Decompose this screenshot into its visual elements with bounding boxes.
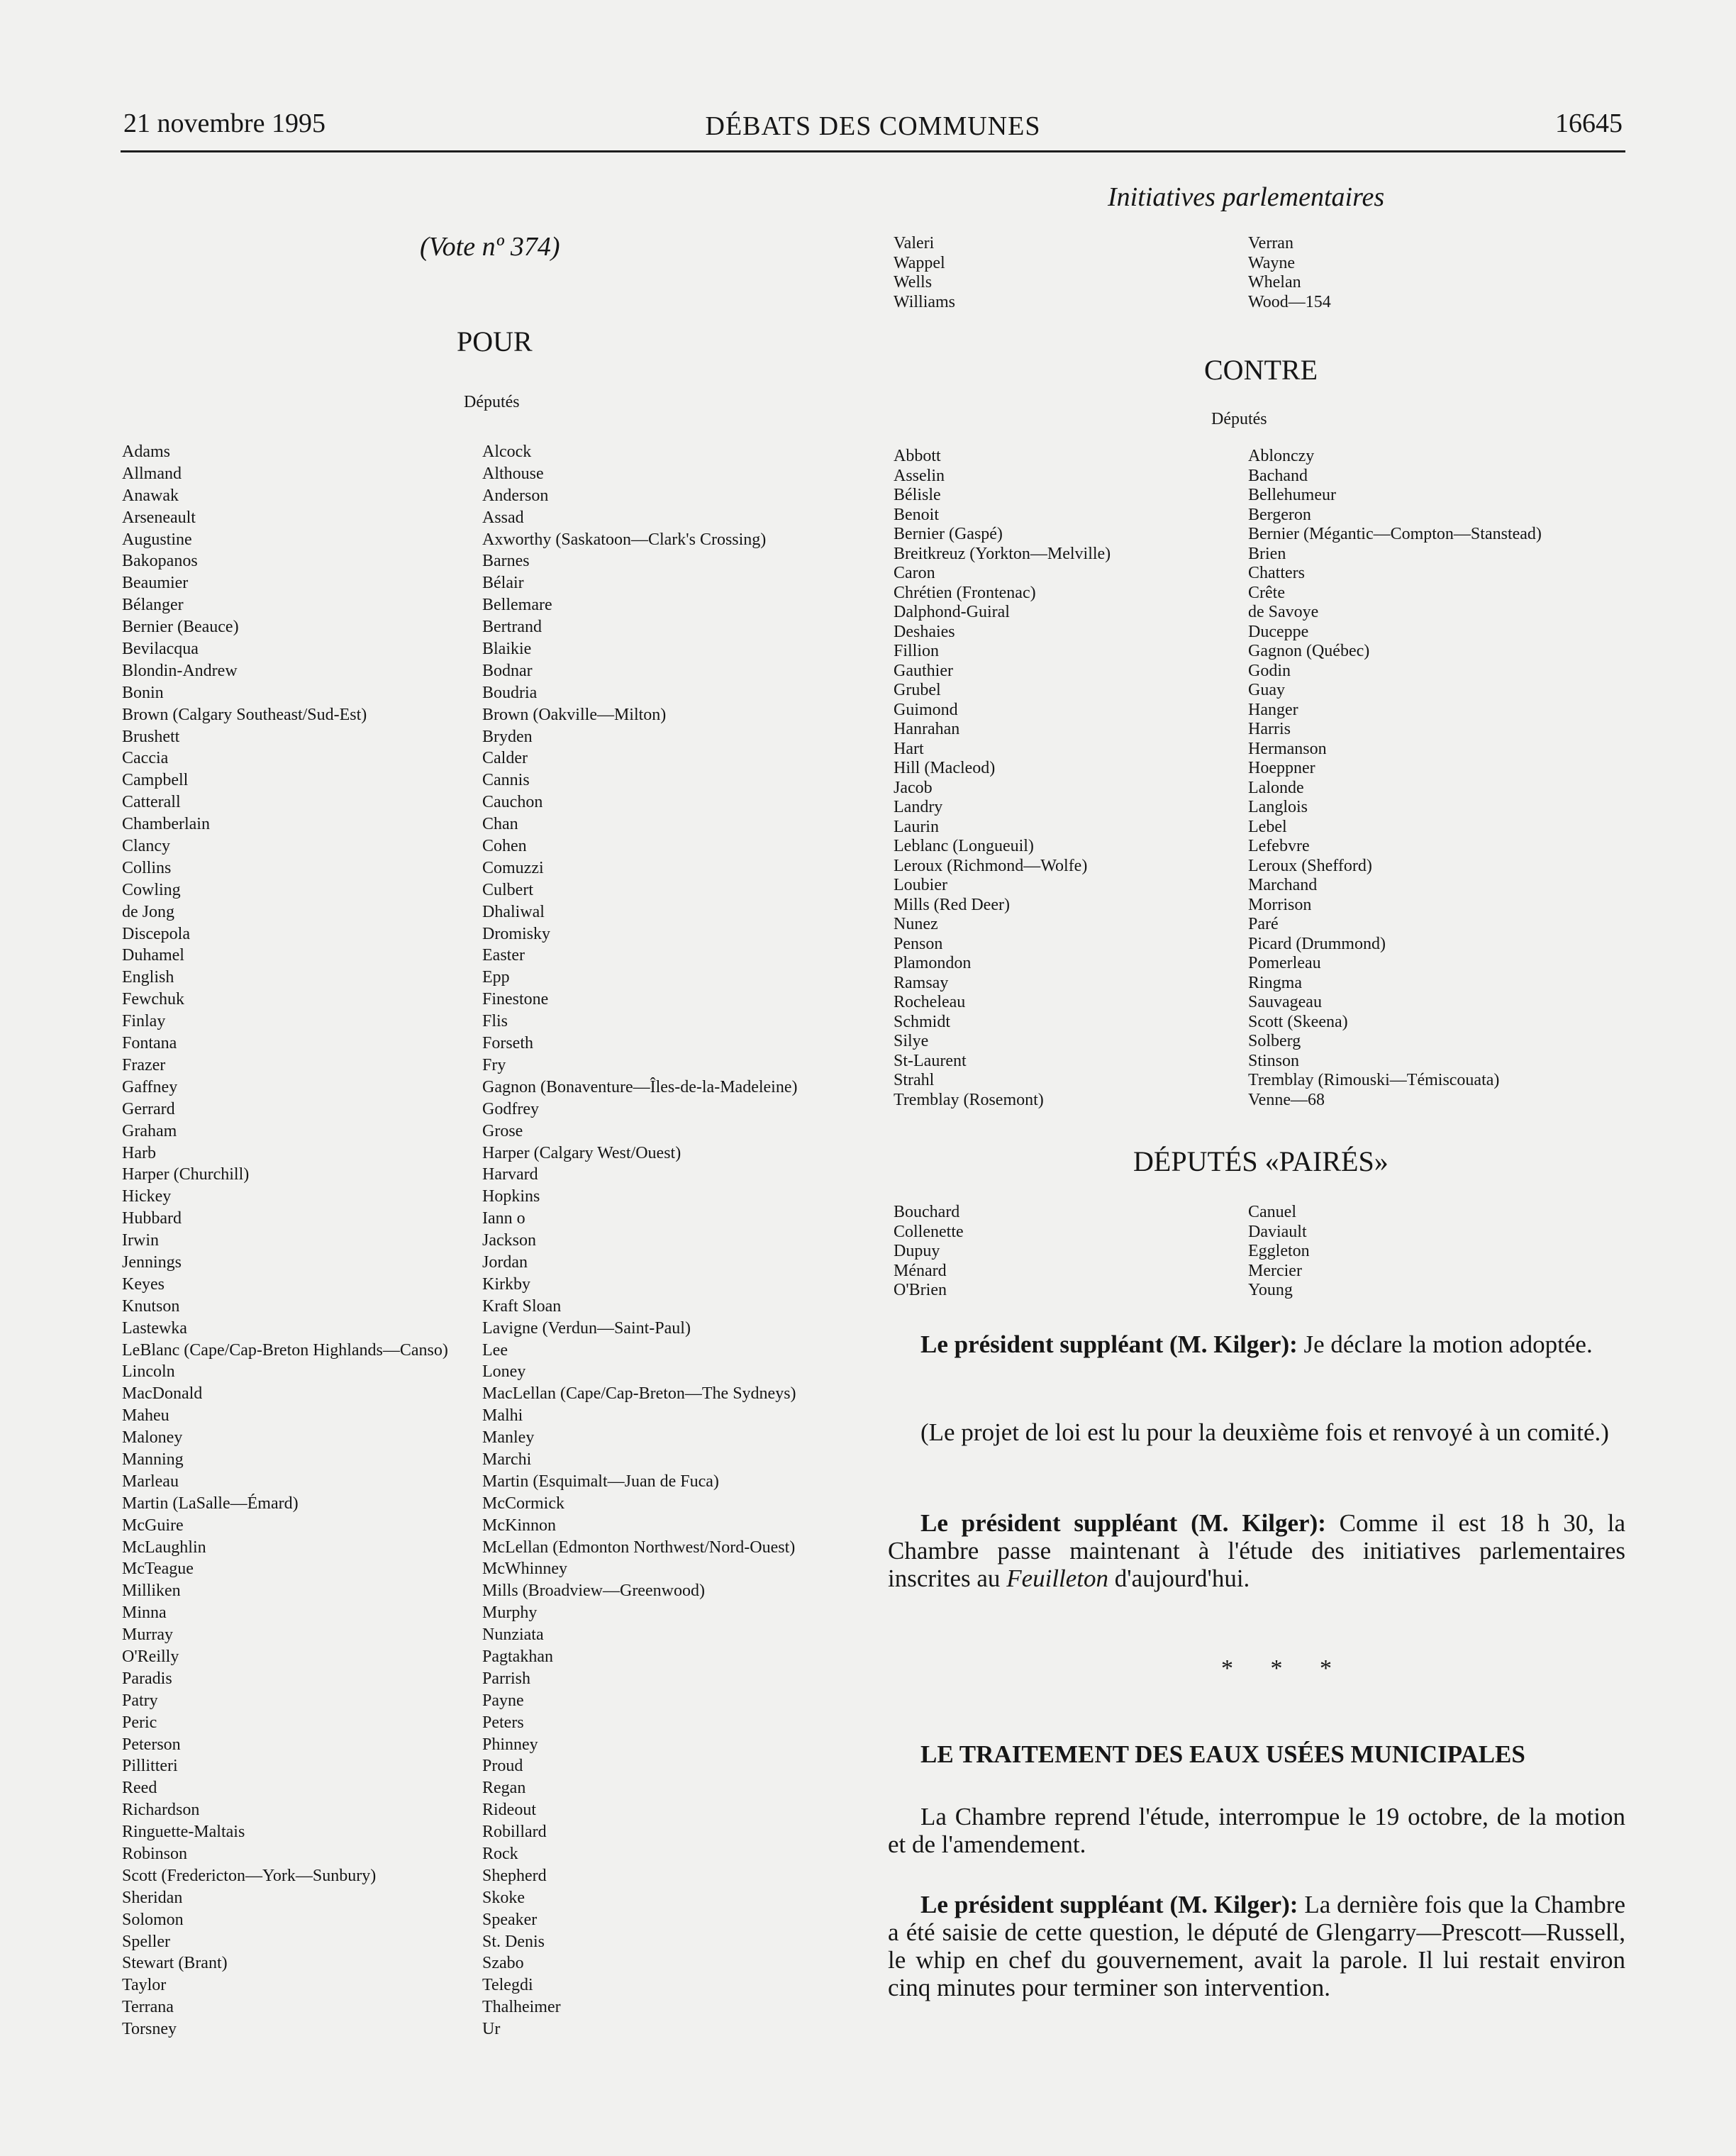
member-name: Canuel <box>1248 1203 1296 1221</box>
member-name: Pomerleau <box>1248 954 1321 972</box>
member-name: Finestone <box>482 990 549 1009</box>
section2-title: LE TRAITEMENT DES EAUX USÉES MUNICIPALES <box>920 1740 1525 1768</box>
member-name: Lavigne (Verdun—Saint-Paul) <box>482 1318 691 1338</box>
member-name: Dromisky <box>482 924 550 943</box>
member-name: Gaffney <box>122 1077 178 1096</box>
pour-continued-col1 <box>894 234 955 312</box>
member-name: Blondin-Andrew <box>122 661 238 680</box>
member-name: Chrétien (Frontenac) <box>894 583 1036 602</box>
member-name: Penson <box>894 934 943 953</box>
member-name: Adams <box>122 443 170 461</box>
member-name: Szabo <box>482 1954 524 1973</box>
member-name: Easter <box>482 946 525 965</box>
member-name: Lee <box>482 1340 508 1360</box>
member-name: Guay <box>1248 681 1285 699</box>
member-name: Langlois <box>1248 798 1308 816</box>
member-name: O'Brien <box>894 1281 947 1299</box>
member-name: Morrison <box>1248 895 1312 914</box>
member-name: Hanger <box>1248 700 1298 719</box>
member-name: Ringma <box>1248 973 1302 992</box>
member-name: Chamberlain <box>122 815 210 834</box>
member-name: Milliken <box>122 1582 181 1601</box>
member-name: Anderson <box>482 486 549 505</box>
member-name: Phinney <box>482 1735 538 1754</box>
member-name: Frazer <box>122 1055 166 1074</box>
member-name: Bellehumeur <box>1248 486 1336 504</box>
member-name: McWhinney <box>482 1560 567 1579</box>
member-name: Shepherd <box>482 1866 547 1885</box>
member-name: Barnes <box>482 552 530 571</box>
member-name: MacDonald <box>122 1384 203 1404</box>
speaker-name: Le président suppléant (M. Kilger): <box>920 1509 1326 1537</box>
member-name: Martin (Esquimalt—Juan de Fuca) <box>482 1472 719 1491</box>
member-name: Valeri <box>894 234 935 252</box>
member-name: Picard (Drummond) <box>1248 934 1386 953</box>
member-name: Bélisle <box>894 486 941 504</box>
member-name: Laurin <box>894 817 939 836</box>
member-name: Brushett <box>122 727 180 746</box>
member-name: O'Reilly <box>122 1647 179 1666</box>
member-name: McLaughlin <box>122 1538 206 1557</box>
member-name: Hickey <box>122 1187 172 1206</box>
member-name: Cowling <box>122 880 181 899</box>
speaker-name: Le président suppléant (M. Kilger): <box>920 1330 1298 1358</box>
member-name: Dhaliwal <box>482 902 545 921</box>
member-name: Torsney <box>122 2020 177 2039</box>
member-name: McLellan (Edmonton Northwest/Nord-Ouest) <box>482 1538 796 1557</box>
member-name: Catterall <box>122 793 181 812</box>
member-name: Duhamel <box>122 946 184 965</box>
member-name: Keyes <box>122 1274 165 1294</box>
member-name: Ur <box>482 2020 501 2039</box>
member-name: Venne—68 <box>1248 1090 1325 1109</box>
member-name: Lefebvre <box>1248 837 1310 855</box>
member-name: Bergeron <box>1248 505 1311 524</box>
member-name: Verran <box>1248 234 1293 252</box>
member-name: Marchand <box>1248 876 1318 894</box>
member-name: Minna <box>122 1604 167 1623</box>
member-name: Leroux (Richmond—Wolfe) <box>894 856 1088 875</box>
member-name: de Jong <box>122 902 174 921</box>
section-separator: * * * <box>1221 1655 1347 1682</box>
member-name: St-Laurent <box>894 1051 967 1070</box>
member-name: McCormick <box>482 1494 564 1513</box>
member-name: Knutson <box>122 1296 180 1316</box>
member-name: Lalonde <box>1248 778 1304 797</box>
member-name: Peric <box>122 1713 157 1732</box>
member-name: Pagtakhan <box>482 1647 553 1666</box>
member-name: Kirkby <box>482 1274 530 1294</box>
member-name: Reed <box>122 1779 157 1798</box>
contre-list-col2 <box>1248 447 1542 1110</box>
member-name: Axworthy (Saskatoon—Clark's Crossing) <box>482 530 767 549</box>
member-name: Payne <box>482 1691 524 1710</box>
member-name: MacLellan (Cape/Cap-Breton—The Sydneys) <box>482 1384 796 1404</box>
member-name: Boudria <box>482 683 538 702</box>
member-name: Forseth <box>482 1034 533 1053</box>
member-name: Manley <box>482 1428 535 1447</box>
paragraph-bill-read: (Le projet de loi est lu pour la deuxième fois et renvoyé à un comité.) <box>920 1418 1609 1446</box>
member-name: Hubbard <box>122 1209 182 1228</box>
member-name: Dupuy <box>894 1242 940 1260</box>
member-name: McGuire <box>122 1516 184 1535</box>
member-name: Schmidt <box>894 1012 951 1031</box>
member-name: Wappel <box>894 253 945 272</box>
member-name: Collins <box>122 858 172 877</box>
member-name: Arseneault <box>122 508 196 527</box>
member-name: Augustine <box>122 530 192 549</box>
member-name: Skoke <box>482 1888 525 1907</box>
member-name: Speaker <box>482 1910 538 1929</box>
header-date: 21 novembre 1995 <box>123 109 326 138</box>
member-name: Crête <box>1248 583 1285 602</box>
member-name: Gerrard <box>122 1099 175 1118</box>
member-name: Wayne <box>1248 253 1296 272</box>
member-name: Hart <box>894 739 924 758</box>
member-name: Solomon <box>122 1910 184 1929</box>
member-name: Grose <box>482 1121 523 1140</box>
member-name: Fontana <box>122 1034 177 1053</box>
member-name: LeBlanc (Cape/Cap-Breton Highlands—Canso) <box>122 1340 448 1360</box>
member-name: Telegdi <box>482 1976 533 1995</box>
member-name: Speller <box>122 1932 170 1951</box>
member-name: Nunez <box>894 915 938 933</box>
member-name: Terrana <box>122 1998 174 2017</box>
paired-list-col1 <box>894 1203 964 1301</box>
vote-number: (Vote nº 374) <box>420 232 560 262</box>
member-name: Clancy <box>122 837 170 856</box>
member-name: Bernier (Mégantic—Compton—Stanstead) <box>1248 525 1542 543</box>
member-name: Bakopanos <box>122 552 198 571</box>
member-name: Bachand <box>1248 466 1308 485</box>
member-name: Guimond <box>894 700 958 719</box>
member-name: Cohen <box>482 837 527 856</box>
member-name: Dalphond-Guiral <box>894 603 1010 621</box>
member-name: Bélair <box>482 574 524 593</box>
member-name: Mills (Red Deer) <box>894 895 1010 914</box>
member-name: Landry <box>894 798 943 816</box>
member-name: Bélanger <box>122 596 184 615</box>
member-name: Fewchuk <box>122 990 184 1009</box>
member-name: Bernier (Gaspé) <box>894 525 1003 543</box>
member-name: Plamondon <box>894 954 972 972</box>
member-name: Hopkins <box>482 1187 540 1206</box>
member-name: Daviault <box>1248 1222 1307 1241</box>
contre-heading: CONTRE <box>1204 354 1318 386</box>
member-name: Lebel <box>1248 817 1287 836</box>
member-name: Wells <box>894 273 933 291</box>
member-name: Leroux (Shefford) <box>1248 856 1372 875</box>
member-name: Gagnon (Bonaventure—Îles-de-la-Madeleine) <box>482 1077 798 1096</box>
member-name: Hill (Macleod) <box>894 759 996 777</box>
member-name: Cauchon <box>482 793 543 812</box>
member-name: Sheridan <box>122 1888 183 1907</box>
member-name: Scott (Fredericton—York—Sunbury) <box>122 1866 377 1885</box>
member-name: Paré <box>1248 915 1279 933</box>
member-name: Campbell <box>122 771 189 790</box>
member-name: Tremblay (Rosemont) <box>894 1090 1044 1109</box>
member-name: de Savoye <box>1248 603 1319 621</box>
member-name: Harb <box>122 1143 156 1162</box>
member-name: Rideout <box>482 1801 536 1820</box>
member-name: Stewart (Brant) <box>122 1954 228 1973</box>
member-name: Robillard <box>482 1823 547 1842</box>
member-name: Rock <box>482 1845 518 1863</box>
member-name: Ramsay <box>894 973 949 992</box>
member-name: Thalheimer <box>482 1998 561 2017</box>
member-name: Collenette <box>894 1222 964 1241</box>
speaker-name: Le président suppléant (M. Kilger): <box>920 1891 1298 1918</box>
header-title: DÉBATS DES COMMUNES <box>705 111 1041 141</box>
member-name: Murphy <box>482 1604 538 1623</box>
member-name: Cannis <box>482 771 530 790</box>
member-name: Bouchard <box>894 1203 960 1221</box>
member-name: Taylor <box>122 1976 167 1995</box>
member-name: Patry <box>122 1691 158 1710</box>
member-name: Chan <box>482 815 518 834</box>
member-name: Robinson <box>122 1845 188 1863</box>
member-name: Caccia <box>122 749 169 768</box>
member-name: Scott (Skeena) <box>1248 1012 1348 1031</box>
member-name: Eggleton <box>1248 1242 1310 1260</box>
member-name: Gagnon (Québec) <box>1248 642 1370 660</box>
member-name: Comuzzi <box>482 858 544 877</box>
member-name: Jennings <box>122 1252 182 1272</box>
paragraph-private-members: Le président suppléant (M. Kilger): Comme il est 18 h 30, la Chambre passe maintenant à l'étude des initiatives parlementaires inscrites au Feuilleton d'aujourd'hui. <box>888 1509 1625 1592</box>
member-name: Bodnar <box>482 661 533 680</box>
section-title: Initiatives parlementaires <box>1108 182 1385 212</box>
member-name: Manning <box>122 1450 184 1469</box>
pour-list-col2 <box>482 441 797 2040</box>
pour-continued-col2 <box>1248 234 1331 312</box>
member-name: Assad <box>482 508 524 527</box>
member-name: Whelan <box>1248 273 1301 291</box>
member-name: Wood—154 <box>1248 292 1331 311</box>
member-name: Bryden <box>482 727 533 746</box>
member-name: Harvard <box>482 1165 538 1184</box>
paired-list-col2 <box>1248 1203 1310 1301</box>
contre-list-col1 <box>894 447 1111 1110</box>
member-name: Peterson <box>122 1735 181 1754</box>
member-name: McTeague <box>122 1560 194 1579</box>
member-name: Ringuette-Maltais <box>122 1823 245 1842</box>
member-name: Harper (Calgary West/Ouest) <box>482 1143 681 1162</box>
member-name: Murray <box>122 1626 173 1645</box>
member-name: Loney <box>482 1362 526 1382</box>
member-name: Harris <box>1248 720 1291 738</box>
member-name: Stinson <box>1248 1051 1300 1070</box>
member-name: Breitkreuz (Yorkton—Melville) <box>894 544 1111 563</box>
member-name: Bevilacqua <box>122 640 199 659</box>
member-name: Alcock <box>482 443 532 461</box>
member-name: Deshaies <box>894 622 955 641</box>
member-name: Benoit <box>894 505 939 524</box>
member-name: Jackson <box>482 1231 536 1250</box>
member-name: Flis <box>482 1012 508 1031</box>
paragraph-motion-adopted: Le président suppléant (M. Kilger): Je déclare la motion adoptée. <box>920 1330 1593 1358</box>
member-name: Hermanson <box>1248 739 1327 758</box>
member-name: Bertrand <box>482 618 542 637</box>
member-name: Maloney <box>122 1428 183 1447</box>
member-name: Bonin <box>122 683 164 702</box>
pour-heading: POUR <box>457 326 533 357</box>
member-name: Fillion <box>894 642 940 660</box>
member-name: Peters <box>482 1713 524 1732</box>
member-name: Jacob <box>894 778 933 797</box>
member-name: Martin (LaSalle—Émard) <box>122 1494 299 1513</box>
member-name: Abbott <box>894 447 941 465</box>
member-name: Lincoln <box>122 1362 175 1382</box>
member-name: Godfrey <box>482 1099 539 1118</box>
member-name: Kraft Sloan <box>482 1296 562 1316</box>
member-name: McKinnon <box>482 1516 556 1535</box>
member-name: Blaikie <box>482 640 532 659</box>
member-name: Culbert <box>482 880 533 899</box>
member-name: Brown (Oakville—Milton) <box>482 705 667 724</box>
member-name: Mercier <box>1248 1261 1302 1280</box>
member-name: Rocheleau <box>894 993 966 1011</box>
member-name: Harper (Churchill) <box>122 1165 250 1184</box>
member-name: Silye <box>894 1032 929 1050</box>
member-name: Marchi <box>482 1450 532 1469</box>
paired-heading: DÉPUTÉS «PAIRÉS» <box>1133 1145 1389 1177</box>
member-name: Bernier (Beauce) <box>122 618 239 637</box>
member-name: Duceppe <box>1248 622 1309 641</box>
member-name: Pillitteri <box>122 1757 178 1776</box>
member-name: Brien <box>1248 544 1286 563</box>
member-name: Marleau <box>122 1472 179 1491</box>
member-name: Hoeppner <box>1248 759 1315 777</box>
member-name: Asselin <box>894 466 945 485</box>
paragraph-resume-debate: La Chambre reprend l'étude, interrompue le 19 octobre, de la motion et de l'amendement. <box>888 1803 1625 1858</box>
member-name: Loubier <box>894 876 947 894</box>
member-name: Nunziata <box>482 1626 544 1645</box>
member-name: Godin <box>1248 661 1291 680</box>
member-name: Young <box>1248 1281 1293 1299</box>
member-name: Caron <box>894 564 935 582</box>
member-name: Parrish <box>482 1669 530 1688</box>
member-name: Williams <box>894 292 956 311</box>
member-name: English <box>122 968 174 987</box>
member-name: Tremblay (Rimouski—Témiscouata) <box>1248 1071 1500 1089</box>
member-name: Gauthier <box>894 661 953 680</box>
member-name: Proud <box>482 1757 523 1776</box>
member-name: Sauvageau <box>1248 993 1322 1011</box>
page-header <box>121 105 1625 152</box>
member-name: Maheu <box>122 1406 169 1426</box>
member-name: St. Denis <box>482 1932 545 1951</box>
member-name: Regan <box>482 1779 526 1798</box>
member-name: Epp <box>482 968 510 987</box>
member-name: Paradis <box>122 1669 172 1688</box>
member-name: Finlay <box>122 1012 166 1031</box>
pour-list-col1 <box>122 441 448 2040</box>
member-name: Iann o <box>482 1209 525 1228</box>
member-name: Lastewka <box>122 1318 187 1338</box>
member-name: Hanrahan <box>894 720 960 738</box>
member-name: Bellemare <box>482 596 552 615</box>
pour-deputes-label: Députés <box>464 393 520 411</box>
member-name: Malhi <box>482 1406 523 1426</box>
member-name: Graham <box>122 1121 177 1140</box>
member-name: Ablonczy <box>1248 447 1315 465</box>
member-name: Richardson <box>122 1801 200 1820</box>
member-name: Strahl <box>894 1071 935 1089</box>
member-name: Anawak <box>122 486 179 505</box>
member-name: Brown (Calgary Southeast/Sud-Est) <box>122 705 367 724</box>
member-name: Leblanc (Longueuil) <box>894 837 1034 855</box>
member-name: Mills (Broadview—Greenwood) <box>482 1582 705 1601</box>
member-name: Beaumier <box>122 574 189 593</box>
member-name: Chatters <box>1248 564 1305 582</box>
contre-deputes-label: Députés <box>1211 410 1267 428</box>
member-name: Solberg <box>1248 1032 1301 1050</box>
member-name: Calder <box>482 749 528 768</box>
member-name: Ménard <box>894 1261 947 1280</box>
member-name: Jordan <box>482 1252 528 1272</box>
member-name: Althouse <box>482 464 544 483</box>
member-name: Discepola <box>122 924 190 943</box>
member-name: Irwin <box>122 1231 159 1250</box>
member-name: Grubel <box>894 681 941 699</box>
paragraph-last-time: Le président suppléant (M. Kilger): La dernière fois que la Chambre a été saisie de cette question, le député de Glengarry—Prescott—Russell, le whip en chef du gouvernement, avait la parole. Il lui restait environ cinq minutes pour terminer son intervention. <box>888 1891 1625 2001</box>
member-name: Allmand <box>122 464 182 483</box>
header-page-number: 16645 <box>1555 109 1623 138</box>
member-name: Fry <box>482 1055 506 1074</box>
